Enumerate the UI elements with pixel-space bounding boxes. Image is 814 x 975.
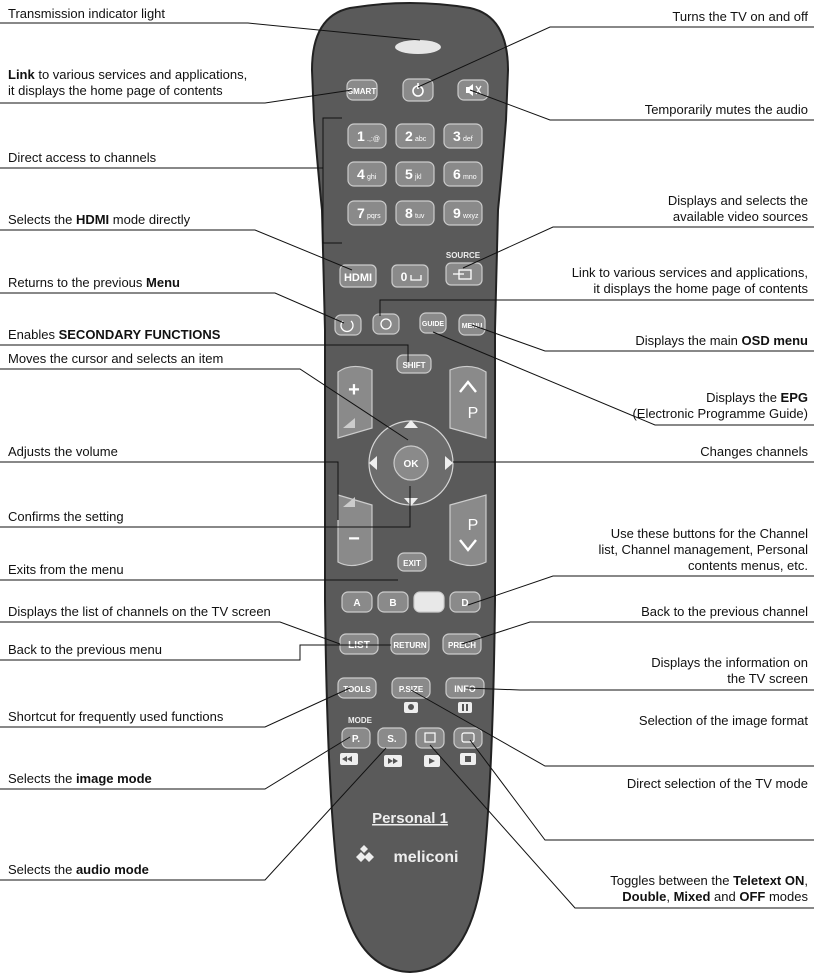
tools-button[interactable] (338, 678, 376, 698)
key-digit: 2 (405, 128, 413, 144)
color-button-b[interactable] (378, 592, 408, 612)
key-digit: 8 (405, 205, 413, 221)
logo-text: meliconi (393, 849, 459, 866)
list-button[interactable] (340, 634, 378, 654)
return-button[interactable] (391, 634, 429, 654)
key-8[interactable] (396, 201, 434, 225)
label-back-menu: Back to the previous menu (8, 642, 162, 657)
svg-text:0: 0 (400, 270, 408, 284)
key-letters: .,:@ (367, 136, 380, 143)
svg-text:P: P (467, 517, 479, 534)
label-image-mode: Selects the image mode (8, 771, 152, 786)
svg-text:HDMI: HDMI (343, 272, 373, 284)
label-cursor: Moves the cursor and selects an item (8, 351, 224, 366)
mute-button[interactable] (458, 80, 488, 100)
label-audio-mode: Selects the audio mode (8, 862, 149, 877)
apps-button[interactable] (373, 314, 399, 334)
mode-label: MODE (348, 716, 372, 725)
svg-text:C: C (425, 598, 433, 609)
key-6[interactable] (444, 162, 482, 186)
svg-text:S.: S. (387, 734, 397, 745)
key-letters: wxyz (463, 213, 479, 220)
key-3[interactable] (444, 124, 482, 148)
label-teletext-line2: Double, Mixed and OFF modes (622, 889, 808, 904)
label-source-line2: available video sources (672, 209, 808, 224)
source-label: SOURCE (445, 251, 481, 260)
pause-icon (458, 702, 472, 713)
label-channels: Changes channels (700, 444, 808, 459)
key-4[interactable] (348, 162, 386, 186)
label-info-line2: the TV screen (727, 671, 808, 686)
svg-text:LIST: LIST (348, 640, 370, 651)
svg-text:SMART: SMART (347, 87, 377, 96)
ok-button[interactable] (394, 446, 428, 480)
svg-text:+: + (348, 379, 360, 401)
key-2[interactable] (396, 124, 434, 148)
label-info-line1: Displays the information on (651, 655, 808, 670)
svg-text:MENU: MENU (461, 323, 483, 330)
key-letters: pqrs (367, 213, 381, 220)
transmission-light (395, 40, 441, 54)
label-shortcut: Shortcut for frequently used functions (8, 709, 224, 724)
label-list: Displays the list of channels on the TV screen (8, 604, 271, 619)
svg-text:TOOLS: TOOLS (343, 685, 371, 694)
key-letters: mno (463, 174, 477, 181)
color-button-a[interactable] (342, 592, 372, 612)
svg-text:P.SIZE: P.SIZE (398, 685, 424, 694)
key-digit: 4 (357, 166, 365, 182)
guide-button[interactable] (420, 313, 446, 333)
key-5[interactable] (396, 162, 434, 186)
svg-text:GUIDE: GUIDE (421, 321, 445, 328)
svg-text:EXIT: EXIT (403, 559, 421, 568)
psize-button[interactable] (392, 678, 430, 698)
svg-text:RETURN: RETURN (393, 641, 427, 650)
label-color-line1: Use these buttons for the Channel (610, 526, 808, 541)
back-button[interactable] (335, 315, 361, 335)
label-link-left-line2: it displays the home page of contents (8, 83, 223, 98)
label-link-left: Link to various services and applications, (8, 67, 248, 82)
key-digit: 3 (453, 128, 461, 144)
label-return-menu: Returns to the previous Menu (8, 275, 180, 290)
label-teletext: Toggles between the Teletext ON, (610, 873, 808, 888)
label-epg-line2: (Electronic Programme Guide) (632, 406, 808, 421)
label-volume: Adjusts the volume (8, 444, 118, 459)
key-letters: def (463, 136, 473, 143)
label-mute: Temporarily mutes the audio (644, 102, 808, 117)
svg-text:B: B (389, 598, 397, 609)
key-letters: jkl (415, 174, 422, 181)
label-hdmi: Selects the HDMI mode directly (8, 212, 191, 227)
label-epg: Displays the EPG (706, 390, 808, 405)
shift-button[interactable] (397, 355, 431, 373)
label-confirm: Confirms the setting (8, 509, 124, 524)
key-letters: abc (415, 136, 427, 143)
label-secondary: Enables SECONDARY FUNCTIONS (8, 327, 221, 342)
svg-text:OK: OK (403, 459, 419, 470)
svg-text:−: − (348, 528, 360, 550)
source-button[interactable] (446, 263, 482, 285)
svg-text:P.: P. (351, 734, 361, 745)
key-letters: ghi (367, 174, 377, 181)
svg-text:PRECH: PRECH (447, 641, 477, 650)
hdmi-button[interactable] (340, 265, 376, 287)
label-source-line1: Displays and selects the (667, 193, 808, 208)
label-psize: Selection of the image format (638, 713, 808, 728)
svg-text:SHIFT: SHIFT (402, 361, 426, 370)
picture-mode-button[interactable] (342, 728, 370, 748)
key-digit: 6 (453, 166, 461, 182)
key-7[interactable] (348, 201, 386, 225)
svg-text:INFO: INFO (454, 684, 476, 694)
label-transmission-light: Transmission indicator light (8, 6, 166, 21)
key-letters: tuv (415, 213, 425, 220)
label-prech: Back to the previous channel (641, 604, 808, 619)
svg-text:A: A (353, 598, 361, 609)
key-digit: 7 (357, 205, 365, 221)
number-pad (348, 124, 482, 225)
key-digit: 5 (405, 166, 413, 182)
key-digit: 9 (453, 205, 461, 221)
key-9[interactable] (444, 201, 482, 225)
label-osd: Displays the main OSD menu (635, 333, 808, 348)
svg-text:D: D (461, 598, 469, 609)
label-direct-access: Direct access to channels (8, 150, 157, 165)
label-power: Turns the TV on and off (672, 9, 808, 24)
sound-mode-button[interactable] (378, 728, 406, 748)
label-link-right-line1: Link to various services and applications, (571, 265, 808, 280)
label-color-line3: contents menus, etc. (688, 558, 808, 573)
exit-button[interactable] (398, 553, 426, 571)
svg-text:P: P (467, 405, 479, 422)
label-exit: Exits from the menu (8, 562, 124, 577)
key-1[interactable] (348, 124, 386, 148)
zero-button[interactable] (392, 265, 428, 287)
color-button-c[interactable] (414, 592, 444, 612)
label-tv-mode: Direct selection of the TV mode (626, 776, 808, 791)
key-digit: 1 (357, 128, 365, 144)
label-link-right-line2: it displays the home page of contents (593, 281, 808, 296)
label-color-line2: list, Channel management, Personal (598, 542, 808, 557)
brand-name: Personal 1 (372, 810, 448, 827)
tv-mode-button[interactable] (454, 728, 482, 748)
